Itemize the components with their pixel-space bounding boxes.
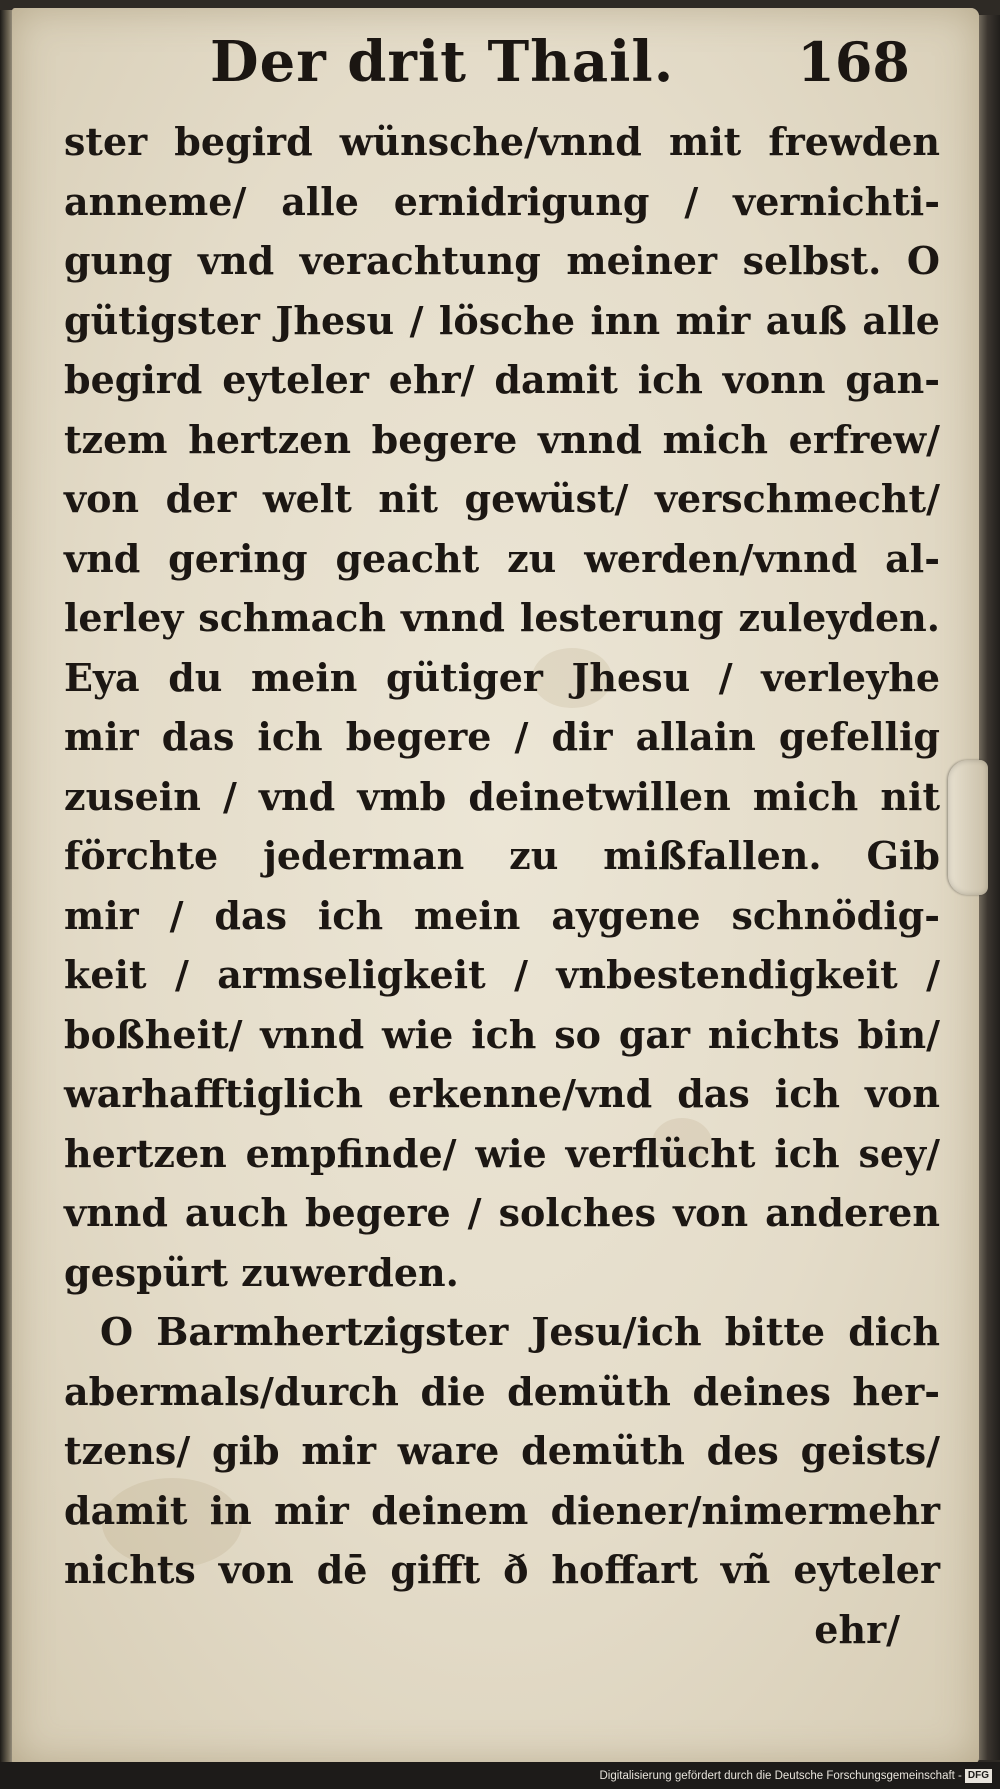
text-line: anneme/ alle ernidrigung / vernichti- — [64, 178, 940, 224]
running-title: Der drit Thail. — [210, 29, 675, 95]
text-line: begird eyteler ehr/ damit ich vonn gan- — [64, 357, 940, 402]
text-line: tzem hertzen begere vnnd mich erfrew/ — [64, 416, 940, 462]
text-line: gung vnd verachtung meiner selbst. O — [64, 238, 940, 283]
text-line: mir / das ich mein aygene schnödig- — [64, 892, 940, 938]
text-line: gütigster Jhesu / lösche inn mir auß alle — [64, 297, 940, 343]
text-line: boßheit/ vnnd wie ich so gar nichts bin/ — [64, 1011, 940, 1057]
funding-footer — [599, 1768, 992, 1784]
page-tab-marker — [948, 760, 988, 895]
funding-note: Digitalisierung gefördert durch die Deutsche Forschungsgemeinschaft - — [599, 1770, 962, 1782]
page-number: 168 — [797, 30, 910, 94]
text-line: nichts von dē gifft ð hoffart vñ eyteler — [64, 1547, 940, 1592]
text-line: Eya du mein gütiger Jhesu / verleyhe — [64, 654, 940, 700]
text-line: hertzen empfinde/ wie verflücht ich sey/ — [64, 1130, 940, 1176]
text-line: keit / armseligkeit / vnbestendigkeit / — [64, 952, 940, 997]
dfg-logo: DFG — [965, 1769, 992, 1783]
text-line: vnd gering geacht zu werden/vnnd al- — [64, 535, 940, 581]
text-line: vnnd auch begere / solches von anderen — [64, 1190, 940, 1235]
text-block — [64, 112, 940, 1659]
text-line: tzens/ gib mir ware demüth des geists/ — [64, 1428, 940, 1473]
text-line: von der welt nit gewüst/ verschmecht/ — [64, 476, 940, 521]
text-line: gespürt zuwerden. — [64, 1249, 459, 1295]
text-line: ster begird wünsche/vnnd mit frewden — [64, 119, 940, 164]
text-line: zusein / vnd vmb deinetwillen mich nit — [64, 773, 940, 819]
text-line: abermals/durch die demüth deines her- — [64, 1368, 940, 1414]
catchword: ehr/ — [814, 1606, 900, 1652]
text-line: mir das ich begere / dir allain gefellig — [64, 714, 940, 759]
page-header — [210, 22, 910, 102]
text-line: warhafftiglich erkenne/vnd das ich von — [64, 1071, 940, 1116]
text-line: O Barmhertzigster Jesu/ich bitte dich — [100, 1309, 940, 1354]
text-line: förchte jederman zu mißfallen. Gib — [64, 833, 940, 878]
text-line: damit in mir deinem diener/nimermehr — [64, 1487, 940, 1533]
text-line: lerley schmach vnnd lesterung zuleyden. — [64, 595, 940, 640]
